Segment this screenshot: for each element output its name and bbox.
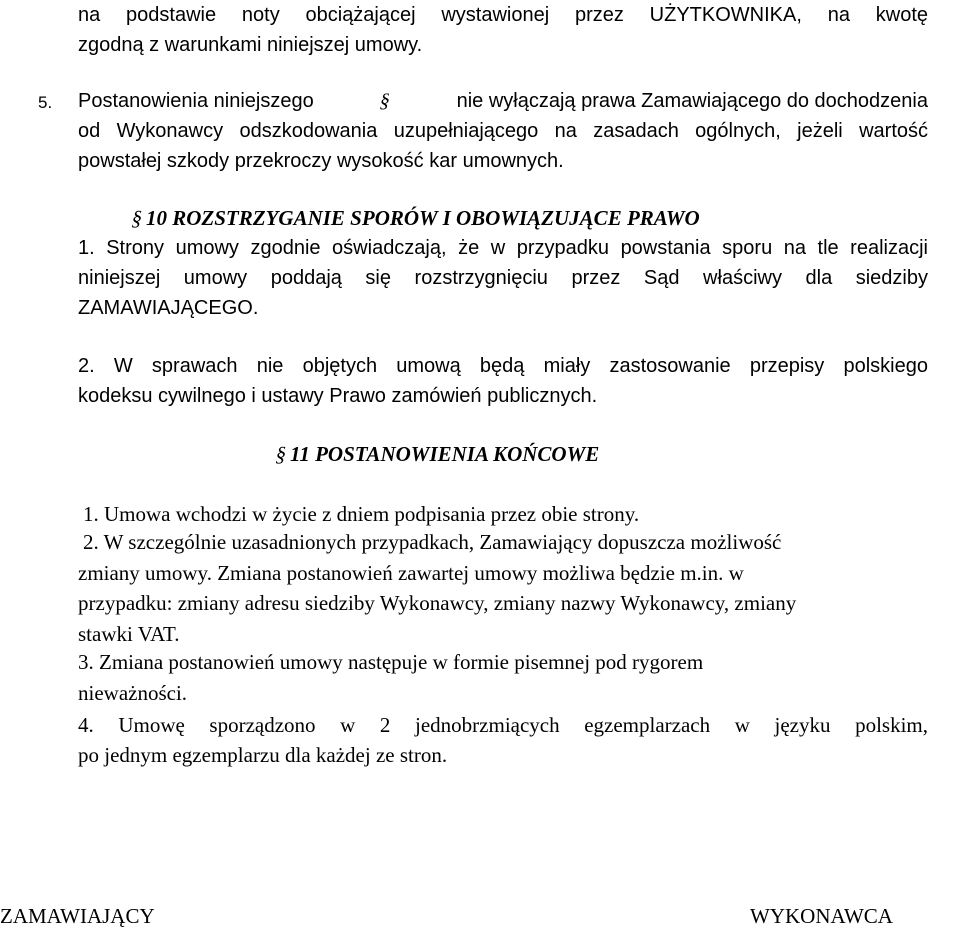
paragraph-line: na podstawie noty obciążającej wystawionej przez UŻYTKOWNIKA, na kwotę: [78, 4, 928, 26]
section-heading: [276, 441, 599, 467]
paragraph-line: zmiany umowy. Zmiana postanowień zawartej umowy możliwa będzie m.in. w: [78, 561, 744, 585]
paragraph-line: ZAMAWIAJĄCEGO.: [78, 297, 259, 319]
paragraph-line: powstałej szkody przekroczy wysokość kar umownych.: [78, 150, 564, 172]
paragraph-fragment: nie wyłączają prawa Zamawiającego do dochodzenia: [456, 90, 928, 112]
paragraph-line: 3. Zmiana postanowień umowy następuje w formie pisemnej pod rygorem: [78, 650, 704, 674]
paragraph-line: od Wykonawcy odszkodowania uzupełniającego na zasadach ogólnych, jeżeli wartość: [78, 120, 928, 142]
section-title: 10 ROZSTRZYGANIE SPORÓW I OBOWIĄZUJĄCE PRAWO: [146, 206, 700, 230]
section-title: 11 POSTANOWIENIA KOŃCOWE: [290, 442, 600, 466]
paragraph-line: 2. W sprawach nie objętych umową będą miały zastosowanie przepisy polskiego: [78, 355, 928, 377]
section-sign-icon: §: [377, 90, 393, 112]
paragraph-line: [78, 88, 928, 114]
section-heading: [132, 205, 700, 231]
paragraph-line: stawki VAT.: [78, 622, 180, 646]
paragraph-line: 1. Umowa wchodzi w życie z dniem podpisania przez obie strony.: [83, 502, 640, 526]
paragraph-line: niniejszej umowy poddają się rozstrzygnięciu przez Sąd właściwy dla siedziby: [78, 267, 928, 289]
paragraph-line: po jednym egzemplarzu dla każdej ze stron.: [78, 743, 448, 767]
paragraph-line: 4. Umowę sporządzono w 2 jednobrzmiących egzemplarzach w języku polskim,: [78, 713, 928, 737]
paragraph-line: nieważności.: [78, 681, 188, 705]
paragraph-line: 1. Strony umowy zgodnie oświadczają, że w przypadku powstania sporu na tle realizacji: [78, 237, 928, 259]
paragraph-line: kodeksu cywilnego i ustawy Prawo zamówień publicznych.: [78, 385, 598, 407]
paragraph-line: przypadku: zmiany adresu siedziby Wykonawcy, zmiany nazwy Wykonawcy, zmiany: [78, 591, 797, 615]
paragraph-line: 2. W szczególnie uzasadnionych przypadkach, Zamawiający dopuszcza możliwość: [83, 530, 782, 554]
paragraph-line: zgodną z warunkami niniejszej umowy.: [78, 34, 423, 56]
list-number: 5.: [38, 93, 53, 112]
signature-label-left: ZAMAWIAJĄCY: [0, 904, 155, 928]
paragraph-fragment: Postanowienia niniejszego: [78, 90, 314, 112]
signature-label-right: WYKONAWCA: [750, 904, 893, 928]
section-sign-icon: [132, 205, 146, 231]
section-sign-icon: [276, 441, 290, 467]
